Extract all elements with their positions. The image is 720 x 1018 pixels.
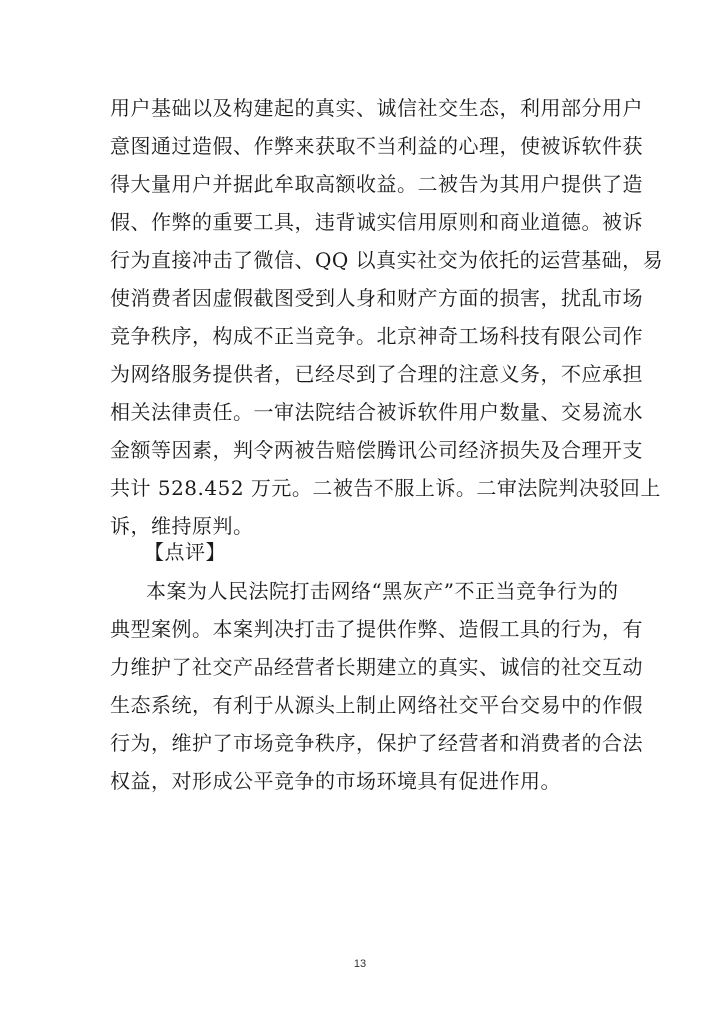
paragraph-line: 诉，维持原判。 bbox=[110, 514, 254, 538]
page-number: 13 bbox=[353, 958, 367, 970]
paragraph-line: 力维护了社交产品经营者长期建立的真实、诚信的社交互动 bbox=[110, 655, 643, 679]
paragraph-line: 行为直接冲击了微信、QQ 以真实社交为依托的运营基础，易 bbox=[110, 248, 664, 272]
paragraph-line: 本案为人民法院打击网络“黑灰产”不正当竞争行为的 bbox=[146, 579, 619, 603]
paragraph-line: 用户基础以及构建起的真实、诚信社交生态，利用部分用户 bbox=[110, 96, 643, 120]
paragraph-line: 得大量用户并据此牟取高额收益。二被告为其用户提供了造 bbox=[110, 172, 643, 196]
paragraph-line: 典型案例。本案判决打击了提供作弊、造假工具的行为，有 bbox=[110, 617, 643, 641]
paragraph-line: 假、作弊的重要工具，违背诚实信用原则和商业道德。被诉 bbox=[110, 210, 643, 234]
comment-heading-block bbox=[110, 533, 630, 571]
paragraph-line: 共计 528.452 万元。二被告不服上诉。二审法院判决驳回上 bbox=[110, 476, 661, 500]
case-paragraph bbox=[110, 89, 664, 545]
paragraph-line: 意图通过造假、作弊来获取不当利益的心理，使被诉软件获 bbox=[110, 134, 643, 158]
comment-heading: 【点评】 bbox=[144, 540, 226, 564]
paragraph-line: 竞争秩序，构成不正当竞争。北京神奇工场科技有限公司作 bbox=[110, 324, 643, 348]
paragraph-line: 为网络服务提供者，已经尽到了合理的注意义务，不应承担 bbox=[110, 362, 643, 386]
paragraph-line: 权益，对形成公平竞争的市场环境具有促进作用。 bbox=[110, 769, 561, 793]
paragraph-line: 行为，维护了市场竞争秩序，保护了经营者和消费者的合法 bbox=[110, 731, 643, 755]
paragraph-line: 使消费者因虚假截图受到人身和财产方面的损害，扰乱市场 bbox=[110, 286, 643, 310]
paragraph-line: 相关法律责任。一审法院结合被诉软件用户数量、交易流水 bbox=[110, 400, 643, 424]
paragraph-line: 生态系统，有利于从源头上制止网络社交平台交易中的作假 bbox=[110, 693, 643, 717]
comment-paragraph bbox=[110, 572, 643, 800]
paragraph-line: 金额等因素，判令两被告赔偿腾讯公司经济损失及合理开支 bbox=[110, 438, 643, 462]
